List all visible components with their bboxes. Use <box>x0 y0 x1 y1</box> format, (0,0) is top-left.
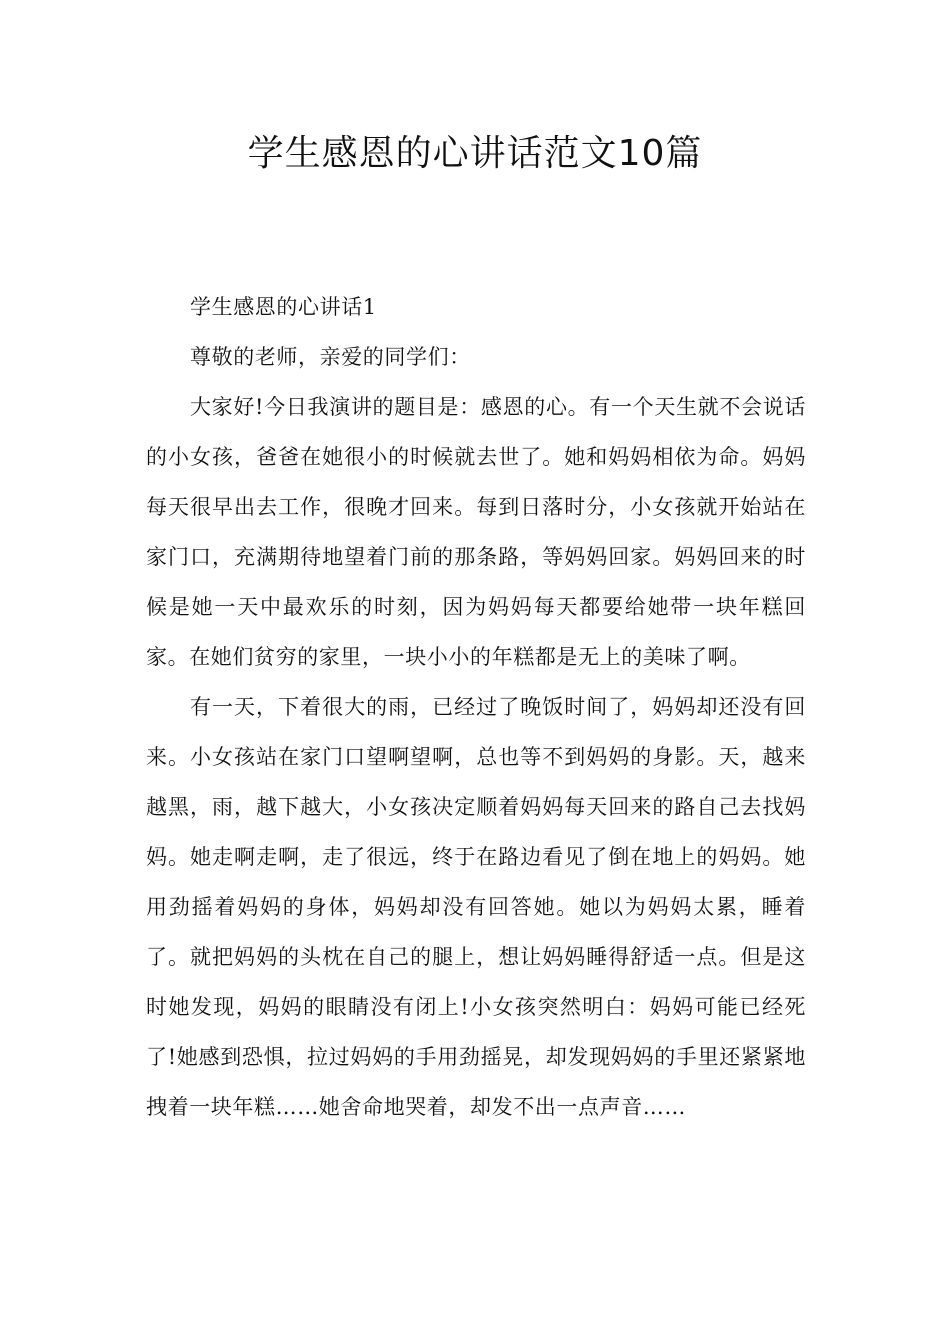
document-title: 学生感恩的心讲话范文10篇 <box>247 133 703 174</box>
salutation: 尊敬的老师，亲爱的同学们： <box>190 345 471 369</box>
section-heading: 学生感恩的心讲话1 <box>190 295 377 319</box>
paragraph-1: 大家好!今日我演讲的题目是：感恩的心。有一个天生就不会说话的小女孩，爸爸在她很小的时候就去世了。她和妈妈相依为命。妈妈每天很早出去工作，很晚才回来。每到日落时分，小女孩就开始站在家门口，充满期待地望着门前的那条路，等妈妈回家。妈妈回来的时候是她一天中最欢乐的时刻，因为妈妈每天都要给她带一块年糕回家。在她们贫穷的家里，一块小小的年糕都是无上的美味了啊。 <box>146 395 806 669</box>
document-body <box>146 282 806 1132</box>
paragraph-2: 有一天，下着很大的雨，已经过了晚饭时间了，妈妈却还没有回来。小女孩站在家门口望啊望啊，总也等不到妈妈的身影。天，越来越黑，雨，越下越大，小女孩决定顺着妈妈每天回来的路自己去找妈妈。她走啊走啊，走了很远，终于在路边看见了倒在地上的妈妈。她用劲摇着妈妈的身体，妈妈却没有回答她。她以为妈妈太累，睡着了。就把妈妈的头枕在自己的腿上，想让妈妈睡得舒适一点。但是这时她发现，妈妈的眼睛没有闭上!小女孩突然明白：妈妈可能已经死了!她感到恐惧，拉过妈妈的手用劲摇晃，却发现妈妈的手里还紧紧地拽着一块年糕……她舍命地哭着，却发不出一点声音…… <box>146 695 806 1119</box>
